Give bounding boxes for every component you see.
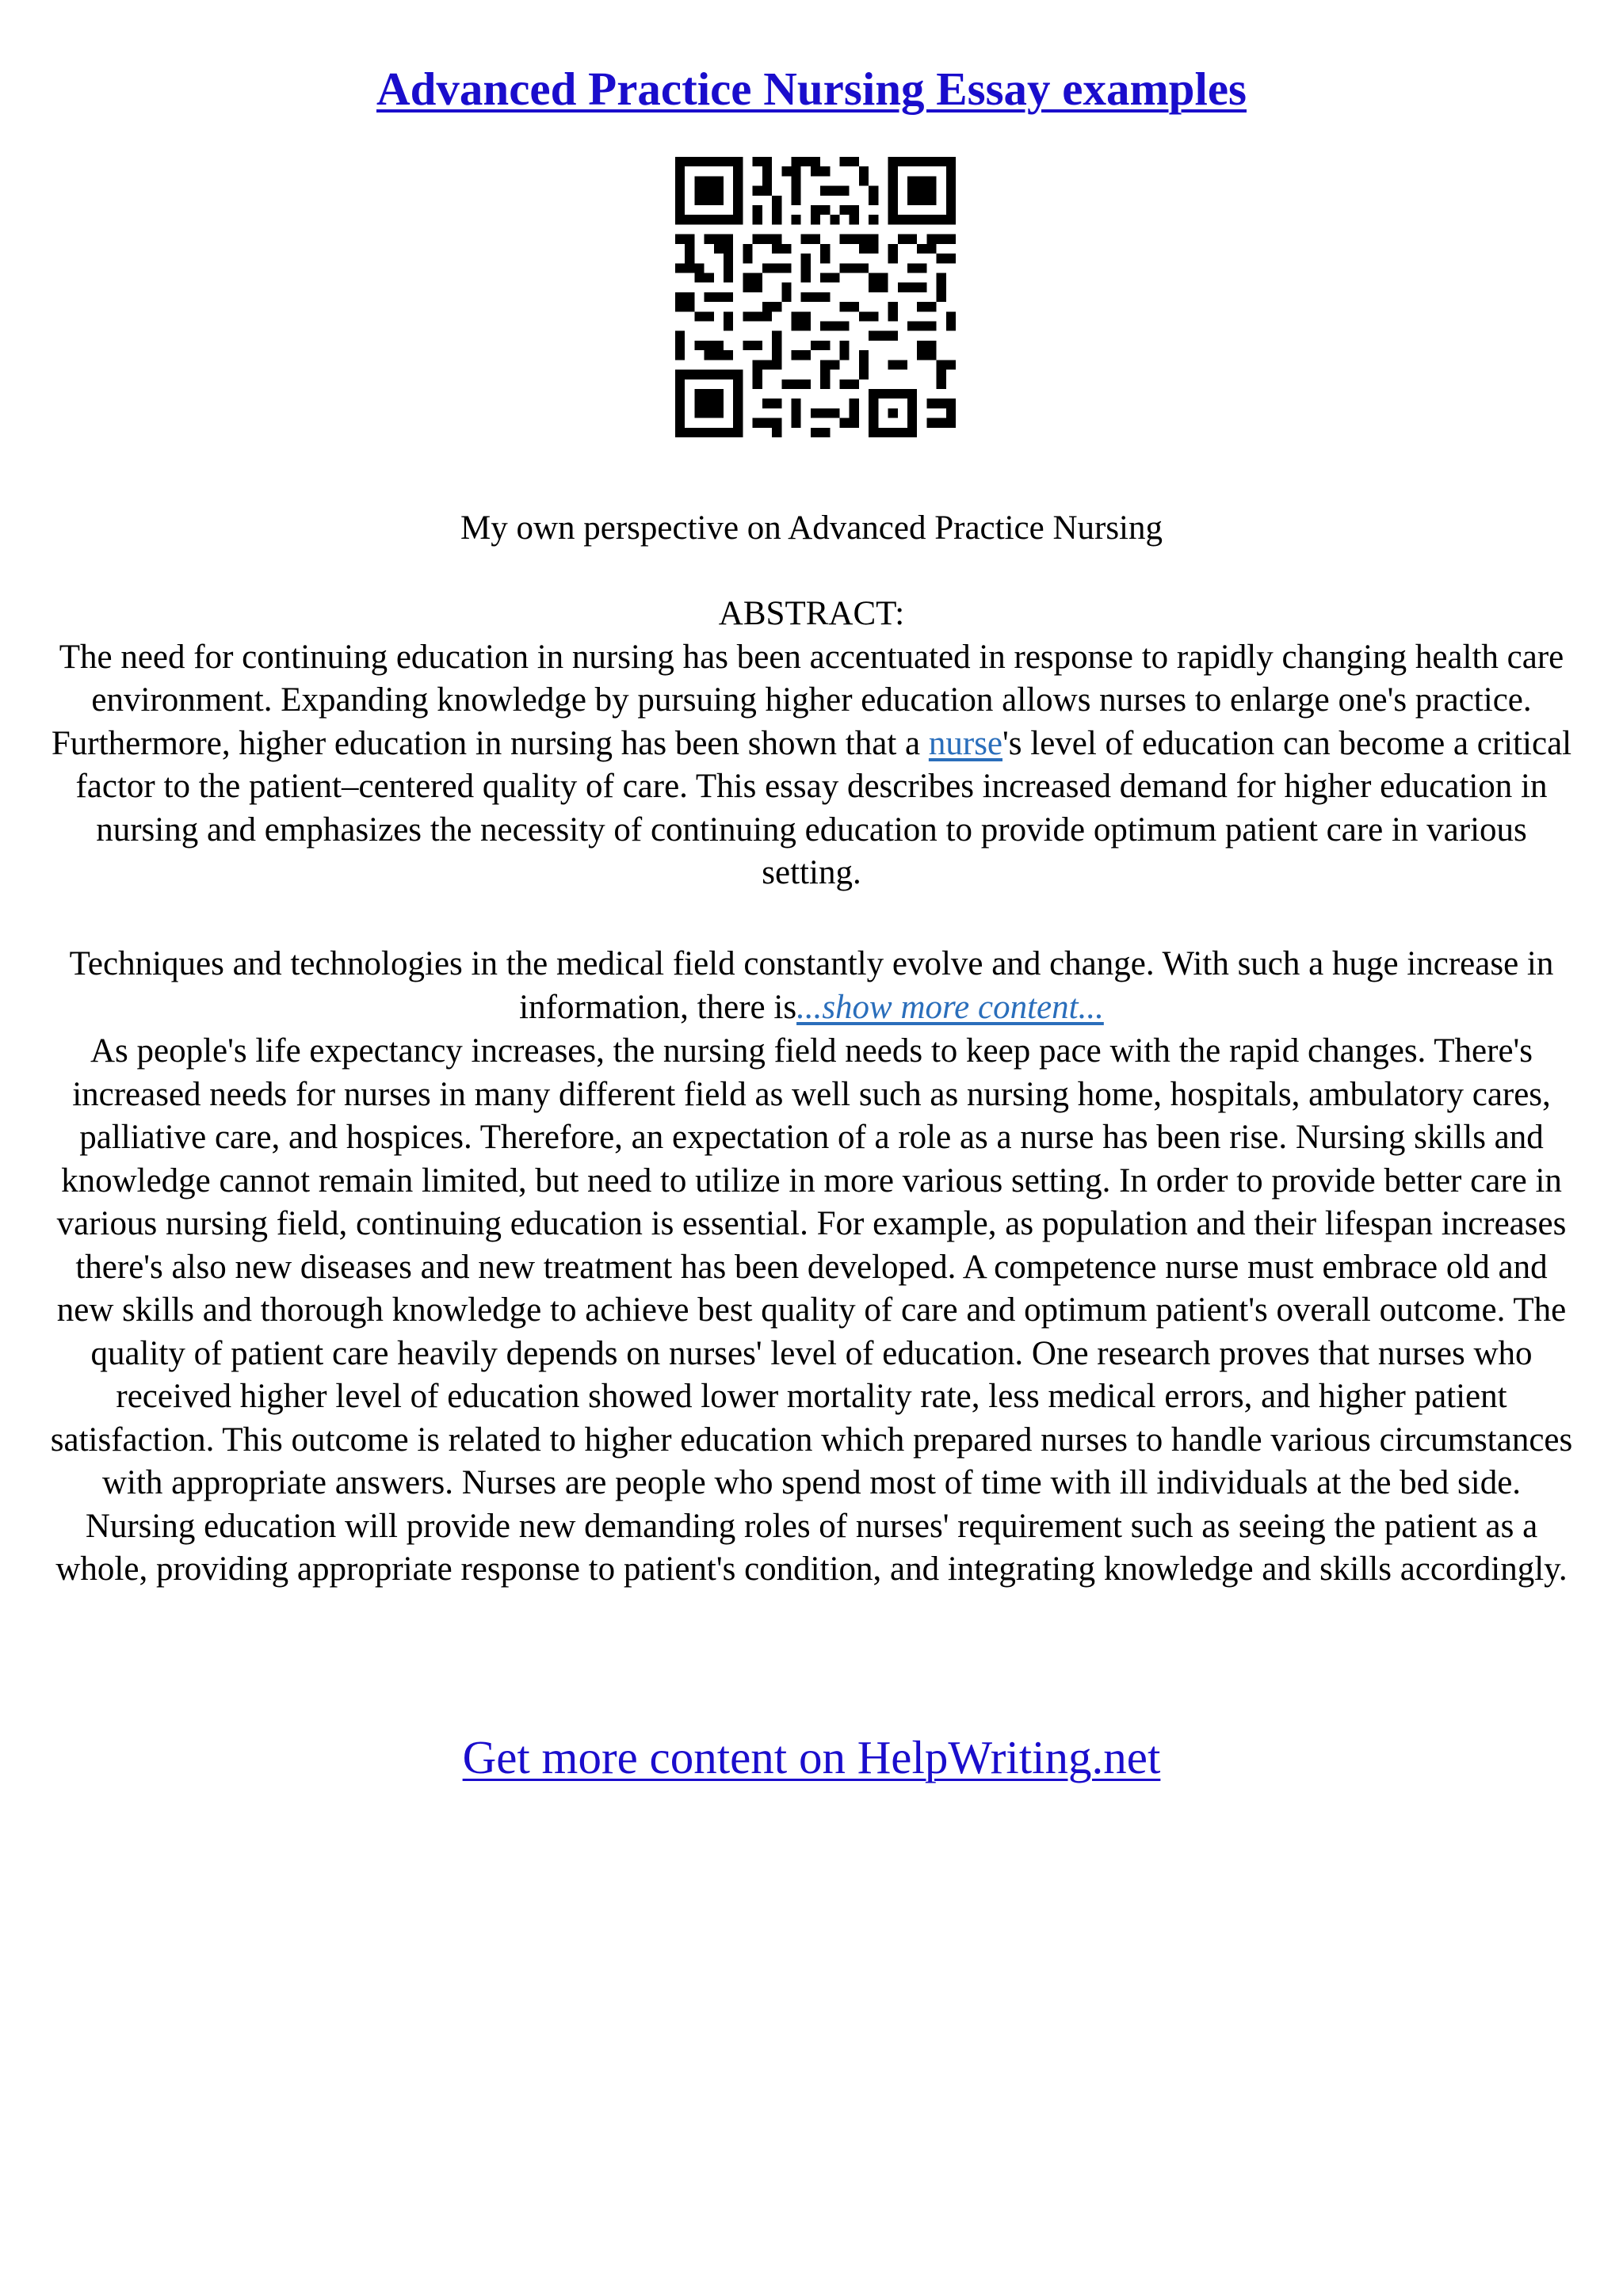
abstract-text-before-link: The need for continuing education in nursing has been accentuated in response to rapidly changing health care environment. Expanding knowledge by pursuing higher education allows nurses to enlarge one's practice. Furthermore, higher education in nursing has been shown that a [51,638,1564,762]
essay-subtitle: My own perspective on Advanced Practice Nursing [460,509,1163,547]
qr-code-icon [675,157,956,437]
helpwriting-link[interactable]: Get more content on HelpWriting.net [462,1731,1161,1783]
abstract-text-after-link: 's level of education can become a critical factor to the patient–centered quality of care. This essay describes increased demand for higher education in nursing and emphasizes the necessity of continuing education to provide optimum patient care in various setting. [75,724,1572,891]
abstract-section [48,593,1575,895]
show-more-link[interactable]: ...show more content... [796,988,1104,1026]
intro-text: Techniques and technologies in the medical field constantly evolve and change. With such a huge increase in information, there is [69,945,1554,1026]
page-title [0,57,1623,120]
footer [0,1726,1623,1789]
nurse-link[interactable]: nurse [928,724,1003,762]
body-paragraph: As people's life expectancy increases, the nursing field needs to keep pace with the rapid changes. There's increased needs for nurses in many different field as well such as nursing home, hospitals, ambulatory cares, palliative care, and hospices. Therefore, an expectation of a role as a nurse has been rise. Nursing skills and knowledge cannot remain limited, but need to utilize in more various setting. In order to provide better care in various nursing field, continuing education is essential. For example, as population and their lifespan increases there's also new diseases and new treatment has been developed. A competence nurse must embrace old and new skills and thorough knowledge to achieve best quality of care and optimum patient's overall outcome. The quality of patient care heavily depends on nurses' level of education. One research proves that nurses who received higher level of education showed lower mortality rate, less medical errors, and higher patient satisfaction. This outcome is related to higher education which prepared nurses to handle various circumstances with appropriate answers. Nurses are people who spend most of time with ill individuals at the bed side. Nursing education will provide new demanding roles of nurses' requirement such as seeing the patient as a whole, providing appropriate response to patient's condition, and integrating knowledge and skills accordingly. [50,1032,1573,1588]
title-link[interactable]: Advanced Practice Nursing Essay examples [376,63,1247,115]
intro-paragraph [48,943,1575,1029]
abstract-heading: ABSTRACT: [718,595,905,632]
